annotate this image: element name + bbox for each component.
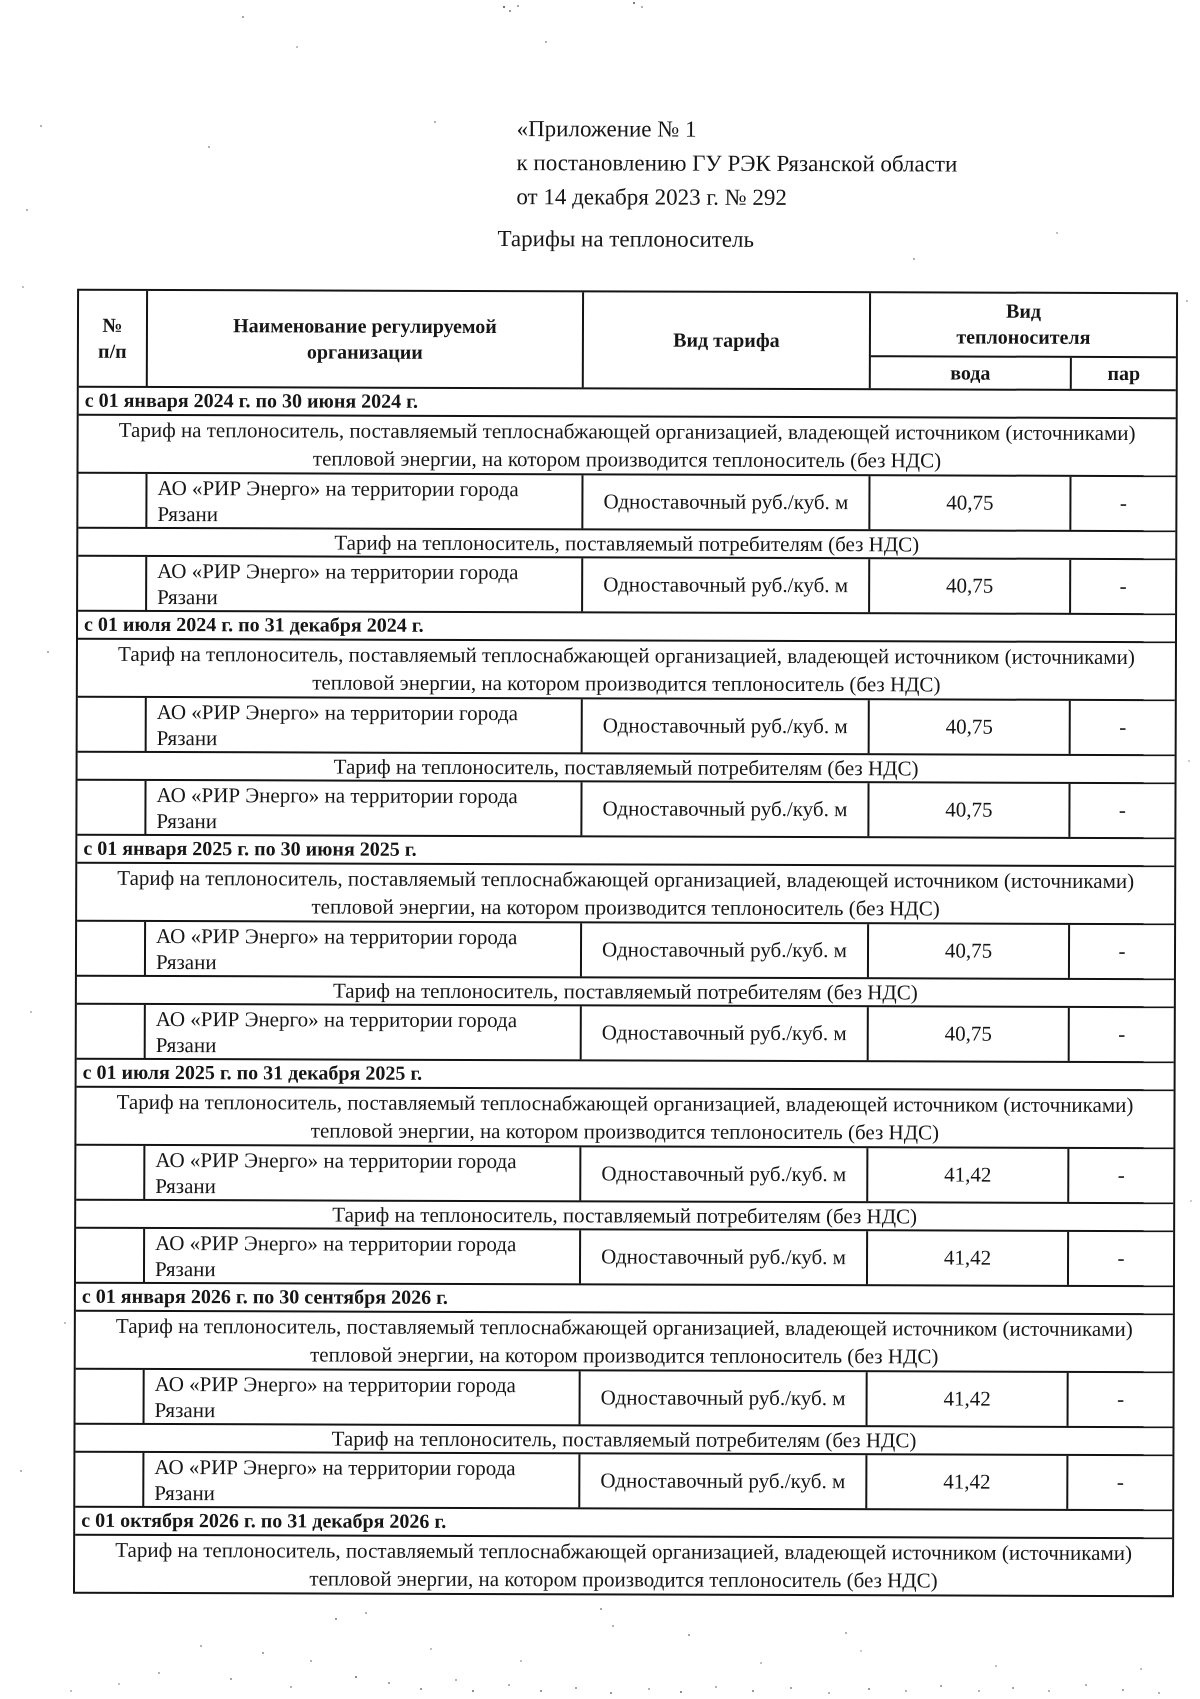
cell-number bbox=[78, 474, 147, 527]
cell-tariff-type: Одноставочный руб./куб. м bbox=[580, 1454, 867, 1508]
cell-steam-value: - bbox=[1119, 491, 1127, 516]
cell-steam-value: - bbox=[1118, 798, 1126, 823]
cell-number bbox=[76, 1146, 145, 1199]
period-band: с 01 июля 2025 г. по 31 декабря 2025 г. bbox=[77, 1060, 1174, 1091]
consumer-tariff-caption: Тариф на теплоноситель, поставляемый потребителям (без НДС) bbox=[76, 1201, 1173, 1232]
consumer-tariff-caption: Тариф на теплоноситель, поставляемый потребителям (без НДС) bbox=[77, 977, 1174, 1008]
table-header-row bbox=[79, 291, 1176, 391]
producer-tariff-caption: Тариф на теплоноситель, поставляемый теплоснабжающей организацией, владеющей источником (источниками) тепловой энергии, на котором производится теплоноситель (без НДС) bbox=[77, 864, 1174, 925]
cell-organization: АО «РИР Энерго» на территории города Рязани bbox=[147, 557, 583, 611]
consumer-tariff-caption: Тариф на теплоноситель, поставляемый потребителям (без НДС) bbox=[78, 529, 1175, 560]
cell-number bbox=[78, 698, 147, 751]
number-header-line1: № bbox=[102, 314, 123, 337]
cell-steam-value: - bbox=[1116, 1470, 1124, 1495]
consumer-tariff-caption: Тариф на теплоноситель, поставляемый потребителям (без НДС) bbox=[78, 753, 1175, 784]
column-header-water: вода bbox=[871, 357, 1072, 389]
producer-tariff-caption: Тариф на теплоноситель, поставляемый теплоснабжающей организацией, владеющей источником (источниками) тепловой энергии, на котором производится теплоноситель (без НДС) bbox=[115, 1537, 1133, 1593]
cell-tariff-type: Одноставочный руб./куб. м bbox=[582, 923, 869, 977]
cell-water-value: 40,75 bbox=[870, 559, 1071, 613]
column-header-organization: Наименование регулируемой организации bbox=[148, 291, 584, 387]
cell-number bbox=[77, 1005, 146, 1058]
table-row bbox=[78, 557, 1175, 615]
cell-number bbox=[77, 781, 146, 834]
number-header-line2: п/п bbox=[98, 340, 127, 363]
cell-tariff-type: Одноставочный руб./куб. м bbox=[581, 1147, 868, 1201]
cell-water-value: 40,75 bbox=[869, 924, 1070, 978]
producer-tariff-caption: Тариф на теплоноситель, поставляемый теплоснабжающей организацией, владеющей источником (источниками) тепловой энергии, на котором производится теплоноситель (без НДС) bbox=[78, 640, 1175, 701]
cell-number bbox=[78, 557, 147, 610]
cell-tariff-type: Одноставочный руб./куб. м bbox=[581, 1371, 868, 1425]
cell-organization: АО «РИР Энерго» на территории города Рязани bbox=[145, 1370, 581, 1424]
cell-water-value: 41,42 bbox=[868, 1148, 1069, 1202]
cell-number bbox=[77, 922, 146, 975]
period-band: с 01 января 2025 г. по 30 июня 2025 г. bbox=[77, 836, 1174, 867]
cell-water-value: 40,75 bbox=[870, 700, 1071, 754]
column-header-steam: пар bbox=[1107, 362, 1141, 385]
table-row bbox=[77, 1005, 1174, 1063]
cell-tariff-type: Одноставочный руб./куб. м bbox=[582, 1006, 869, 1060]
producer-tariff-caption: Тариф на теплоноситель, поставляемый теплоснабжающей организацией, владеющей источником (источниками) тепловой энергии, на котором производится теплоноситель (без НДС) bbox=[76, 1088, 1173, 1149]
cell-water-value: 40,75 bbox=[869, 1007, 1070, 1061]
cell-organization: АО «РИР Энерго» на территории города Рязани bbox=[146, 1005, 582, 1059]
cell-water-value: 41,42 bbox=[868, 1372, 1069, 1426]
table-row bbox=[77, 781, 1174, 839]
cell-number bbox=[76, 1370, 145, 1423]
cell-organization: АО «РИР Энерго» на территории города Рязани bbox=[147, 698, 583, 752]
appendix-reference bbox=[516, 112, 957, 215]
column-header-carrier-group bbox=[871, 293, 1176, 389]
tariff-table bbox=[73, 289, 1178, 1597]
consumer-tariff-caption: Тариф на теплоноситель, поставляемый потребителям (без НДС) bbox=[75, 1425, 1172, 1456]
column-header-carrier-kind: Вид теплоносителя bbox=[871, 293, 1176, 358]
cell-organization: АО «РИР Энерго» на территории города Рязани bbox=[147, 474, 583, 528]
cell-steam-value: - bbox=[1117, 1163, 1125, 1188]
period-band: с 01 января 2024 г. по 30 июня 2024 г. bbox=[79, 388, 1176, 419]
column-header-number bbox=[79, 291, 148, 386]
cell-organization: АО «РИР Энерго» на территории города Рязани bbox=[145, 1146, 581, 1200]
column-header-tariff-kind: Вид тарифа bbox=[584, 292, 871, 388]
cell-organization: АО «РИР Энерго» на территории города Рязани bbox=[146, 781, 582, 835]
table-row bbox=[76, 1229, 1173, 1287]
document-title: Тарифы на теплоноситель bbox=[497, 226, 755, 252]
cell-tariff-type: Одноставочный руб./куб. м bbox=[583, 475, 870, 529]
table-row bbox=[77, 922, 1174, 980]
cell-tariff-type: Одноставочный руб./куб. м bbox=[582, 782, 869, 836]
producer-tariff-caption: Тариф на теплоноситель, поставляемый теплоснабжающей организацией, владеющей источником (источниками) тепловой энергии, на котором производится теплоноситель (без НДС) bbox=[79, 416, 1176, 477]
cell-steam-value: - bbox=[1117, 1246, 1125, 1271]
producer-tariff-caption: Тариф на теплоноситель, поставляемый теплоснабжающей организацией, владеющей источником (источниками) тепловой энергии, на котором производится теплоноситель (без НДС) bbox=[76, 1312, 1173, 1373]
cell-water-value: 40,75 bbox=[870, 476, 1071, 530]
table-row bbox=[76, 1370, 1173, 1428]
cell-tariff-type: Одноставочный руб./куб. м bbox=[583, 558, 870, 612]
cell-organization: АО «РИР Энерго» на территории города Рязани bbox=[144, 1453, 580, 1507]
cell-water-value: 40,75 bbox=[869, 783, 1070, 837]
period-band: с 01 октября 2026 г. по 31 декабря 2026 г. bbox=[75, 1508, 1172, 1539]
cell-number bbox=[76, 1229, 145, 1282]
cell-water-value: 41,42 bbox=[868, 1231, 1069, 1285]
cell-organization: АО «РИР Энерго» на территории города Рязани bbox=[146, 922, 582, 976]
scan-noise-speckles bbox=[0, 0, 2, 2]
period-band: с 01 января 2026 г. по 30 сентября 2026 г. bbox=[76, 1284, 1173, 1315]
cell-water-value: 41,42 bbox=[867, 1455, 1068, 1509]
appendix-line-2: к постановлению ГУ РЭК Рязанской области bbox=[516, 150, 958, 177]
appendix-line-3: от 14 декабря 2023 г. № 292 bbox=[516, 184, 787, 210]
table-row bbox=[78, 474, 1175, 532]
cell-number bbox=[75, 1453, 144, 1506]
cell-organization: АО «РИР Энерго» на территории города Рязани bbox=[145, 1229, 581, 1283]
appendix-line-1: «Приложение № 1 bbox=[516, 116, 697, 142]
cell-tariff-type: Одноставочный руб./куб. м bbox=[581, 1230, 868, 1284]
table-row bbox=[75, 1453, 1172, 1511]
period-band: с 01 июля 2024 г. по 31 декабря 2024 г. bbox=[78, 612, 1175, 643]
cell-steam-value: - bbox=[1119, 715, 1127, 740]
cell-tariff-type: Одноставочный руб./куб. м bbox=[583, 699, 870, 753]
table-row bbox=[76, 1146, 1173, 1204]
cell-steam-value: - bbox=[1117, 1387, 1125, 1412]
cell-steam-value: - bbox=[1118, 939, 1126, 964]
table-row bbox=[78, 698, 1175, 756]
cell-steam-value: - bbox=[1119, 574, 1127, 599]
cell-steam-value: - bbox=[1118, 1022, 1126, 1047]
